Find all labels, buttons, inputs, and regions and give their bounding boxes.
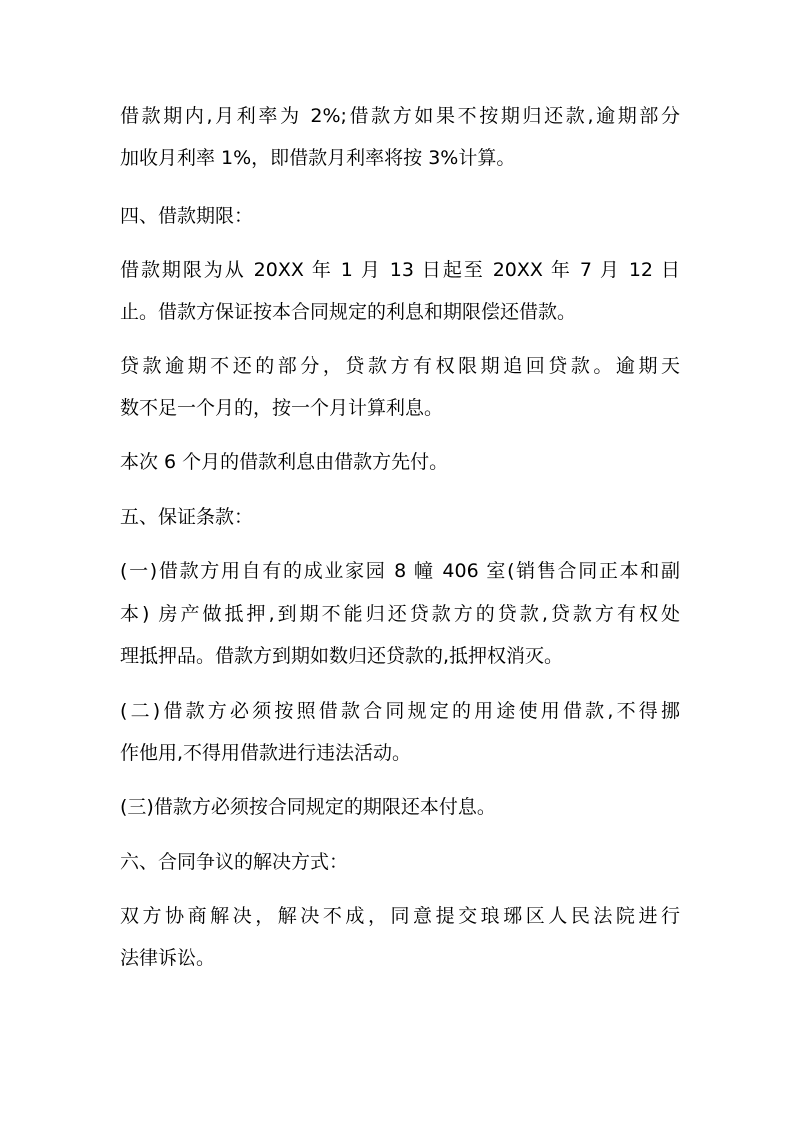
paragraph-line: (二)借款方必须按照借款合同规定的用途使用借款,不得挪 xyxy=(120,700,680,722)
paragraph-line: 理抵押品。借款方到期如数归还贷款的,抵押权消灭。 xyxy=(120,645,564,667)
paragraph-line: 本) 房产做抵押,到期不能归还贷款方的贷款,贷款方有权处 xyxy=(120,603,680,625)
paragraph-line: 法律诉讼。 xyxy=(120,947,216,969)
paragraph-line: 双方协商解决，解决不成，同意提交琅琊区人民法院进行 xyxy=(120,905,680,927)
paragraph-line: 加收月利率 1%，即借款月利率将按 3%计算。 xyxy=(120,147,516,169)
paragraph-line: 借款期内,月利率为 2%;借款方如果不按期归还款,逾期部分 xyxy=(120,105,680,127)
paragraph-line: 作他用,不得用借款进行违法活动。 xyxy=(120,742,412,764)
paragraph-line: 借款期限为从 20XX 年 1 月 13 日起至 20XX 年 7 月 12 日 xyxy=(120,259,680,281)
paragraph-line: 数不足一个月的，按一个月计算利息。 xyxy=(120,397,444,419)
paragraph-line: (一)借款方用自有的成业家园 8 幢 406 室(销售合同正本和副 xyxy=(120,560,680,582)
section-heading: 五、保证条款： xyxy=(120,506,254,528)
section-heading: 四、借款期限： xyxy=(120,205,254,227)
section-heading: 六、合同争议的解决方式： xyxy=(120,851,349,873)
paragraph-line: 止。借款方保证按本合同规定的利息和期限偿还借款。 xyxy=(120,301,577,323)
paragraph-line: 本次 6 个月的借款利息由借款方先付。 xyxy=(120,451,449,473)
paragraph-line: 贷款逾期不还的部分，贷款方有权限期追回贷款。逾期天 xyxy=(120,355,680,377)
paragraph-line: (三)借款方必须按合同规定的期限还本付息。 xyxy=(120,796,496,818)
